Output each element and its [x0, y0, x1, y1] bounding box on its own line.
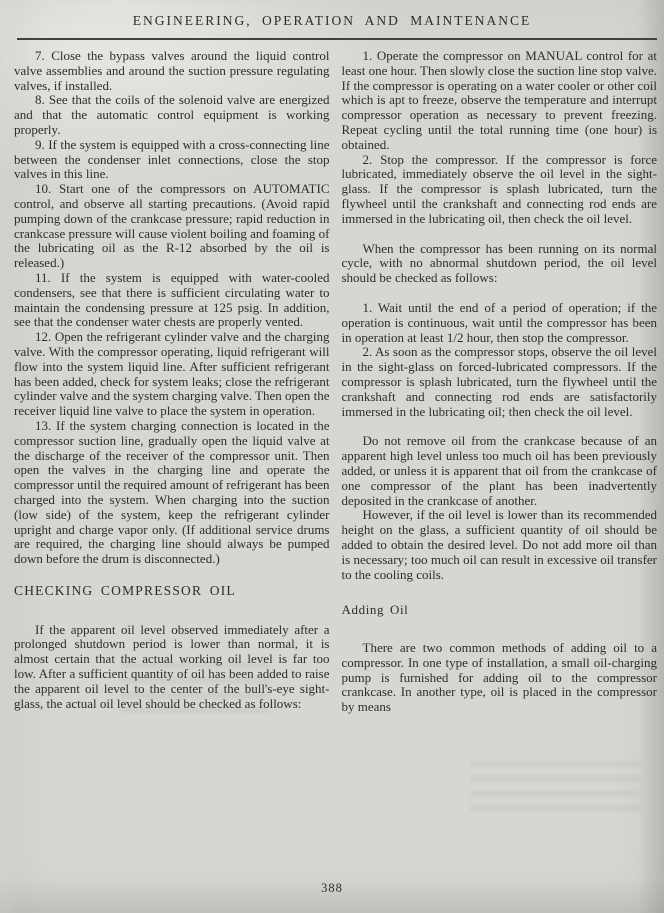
- paragraph: When the compressor has been running on its normal cycle, with no abnormal shutdown period, the oil level should be checked as follows:: [341, 240, 657, 286]
- numbered-step: 1. Wait until the end of a period of operation; if the operation is continuous, wait until the compressor has been in operation at least 1/2 hour, then stop the compressor.: [341, 299, 657, 345]
- numbered-step: 8. See that the coils of the solenoid valve are energized and that the automatic control equipment is working properly.: [14, 92, 330, 137]
- section-heading: CHECKING COMPRESSOR OIL: [14, 582, 236, 598]
- page-number: 388: [321, 881, 343, 895]
- numbered-step: 2. Stop the compressor. If the compressor is force lubricated, immediately observe the oil level in the sight-glass. If the compressor is splash lubricated, turn the flywheel until the crankshaft and connecting rod ends are immersed in the lubricating oil, then check the oil level.: [341, 151, 657, 226]
- paragraph: If the apparent oil level observed immediately after a prolonged shutdown period is lower than normal, it is almost certain that the actual working oil level is far too low. After a sufficient quantity of oil has been added to raise the apparent oil level to the center of the bull's-eye sight-glass, the actual oil level should be checked as follows:: [14, 621, 330, 711]
- numbered-step: 9. If the system is equipped with a cross-connecting line between the condenser inlet connections, close the stop valves in this line.: [14, 136, 330, 182]
- paragraph: However, if the oil level is lower than its recommended height on the glass, a sufficient quantity of oil should be added to obtain the desired level. Do not add more oil than is necessary; too much oil can result in excessive oil transfer to the cooling coils.: [341, 507, 657, 582]
- running-header: ENGINEERING, OPERATION AND MAINTENANCE: [132, 13, 532, 28]
- two-column-body: [0, 40, 664, 715]
- numbered-step: 2. As soon as the compressor stops, observe the oil level in the sight-glass on forced-lubricated compressors. If the compressor is splash lubricated, turn the flywheel until the crankshaft and connecting rod ends are satisfactorily immersed in the lubricating oil; then check the oil level.: [341, 344, 657, 419]
- numbered-step: 11. If the system is equipped with water-cooled condensers, see that there is sufficient circulating water to maintain the condensing pressure at 125 psig. In addition, see that the condenser water chests are properly vented.: [14, 269, 330, 330]
- numbered-step: 12. Open the refrigerant cylinder valve and the charging valve. With the compressor operating, liquid refrigerant will flow into the system liquid line. After sufficient refrigerant has been added, check for system leaks; close the refrigerant cylinder valve and the system charging valve. Then open the receiver liquid line valve to place the system in operation.: [14, 329, 330, 419]
- right-column: [342, 49, 658, 715]
- paragraph: There are two common methods of adding oil to a compressor. In one type of installation, a small oil-charging pump is furnished for adding oil to the compressor crankcase. In another type, oil is placed in the compressor by means: [341, 640, 657, 715]
- print-bleedthrough: [470, 760, 640, 815]
- subsection-heading: Adding Oil: [341, 602, 409, 618]
- numbered-step: 1. Operate the compressor on MANUAL control for at least one hour. Then slowly close the suction line stop valve. If the compressor is operating on a water cooler or other coil which is apt to freeze, observe the temperature and interrupt compressor operation as necessary to prevent freezing. Repeat cycling until the total running time (one hour) is obtained.: [341, 48, 657, 152]
- numbered-step: 7. Close the bypass valves around the liquid control valve assemblies and around the suction pressure regulating valves, if installed.: [14, 48, 330, 93]
- paragraph: Do not remove oil from the crankcase because of an apparent high level unless too much oil has been previously added, or unless it is apparent that oil from the crankcase of one compressor of the plant has been inadvertently deposited in the crankcase of another.: [341, 433, 657, 508]
- numbered-step: 10. Start one of the compressors on AUTOMATIC control, and observe all starting precautions. (Avoid rapid pumping down of the crankcase pressure; rapid reduction in crankcase pressure will cause violent boiling and foaming of the lubricating oil as the R-12 absorbed by the oil is released.): [14, 181, 330, 271]
- left-column: [14, 49, 330, 715]
- numbered-step: 13. If the system charging connection is located in the compressor suction line, gradually open the liquid valve at the discharge of the receiver of the compressor unit. Then open the valves in the charging line and operate the compressor until the required amount of refrigerant has been charged into the system. When charging into the suction (low side) of the system, keep the refrigerant cylinder upright and charge vapor only. (If additional service drums are required, the charging line should always be pumped down before the drum is disconnected.): [14, 417, 330, 567]
